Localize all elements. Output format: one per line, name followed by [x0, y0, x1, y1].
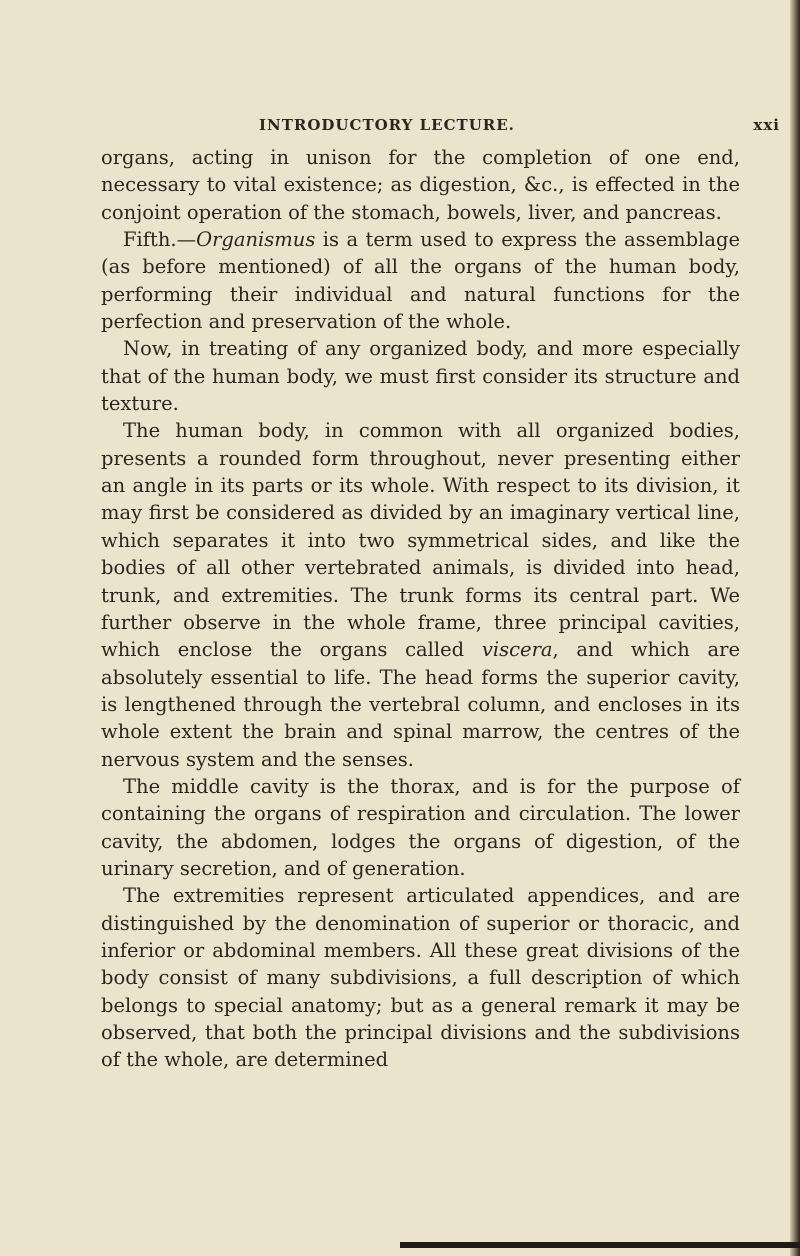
- page-body: [101, 144, 740, 1074]
- paragraph-fifth: [101, 226, 740, 335]
- paragraph-text: The human body, in common with all organized bodies, presents a rounded form throughout, never presenting either an angle in its parts or its whole. With respect to its division, it may first be considered as divided by an imaginary vertical line, which separates it into two symmetrical sides, and like the bodies of all other vertebrated animals, is divided into head, trunk, and extremities. The trunk forms its central part. We further observe in the whole frame, three principal cavities, which enclose the organs called: [101, 419, 740, 662]
- paragraph-text: The middle cavity is the thorax, and is for the purpose of containing the organs of respiration and circulation. The lower cavity, the abdomen, lodges the organs of digestion, of the urinary secretion, and of generation.: [101, 774, 740, 880]
- paragraph-text: The extremities represent articulated appendices, and are distinguished by the denomination of superior or thoracic, and inferior or abdominal members. All these great divisions of the body consist of many subdivisions, a full description of which belongs to special anatomy; but as a general remark it may be observed, that both the principal divisions and the subdivisions of the whole, are determined: [101, 884, 740, 1072]
- paragraph-text: organs, acting in unison for the completion of one end, necessary to vital existence; as digestion, &c., is effected in the conjoint operation of the stomach, bowels, liver, and pancreas.: [101, 146, 740, 224]
- page-number: xxi: [753, 116, 780, 134]
- bottom-edge-bar: [400, 1242, 800, 1248]
- paragraph-lead: Fifth.—: [123, 228, 197, 252]
- paragraph-now: [101, 335, 740, 417]
- emphasis-organismus: Organismus: [196, 228, 316, 252]
- paragraph-extremities: [101, 882, 740, 1073]
- paragraph-text: , and which are absolutely essential to life. The head forms the superior cavity, is lengthened through the vertebral column, and encloses in its whole extent the brain and spinal marrow, the centres of the nervous system and the senses.: [101, 638, 741, 771]
- paragraph-middle-cavity: [101, 773, 740, 882]
- page-edge-shadow: [790, 0, 800, 1256]
- paragraph-text: Now, in treating of any organized body, and more especially that of the human body, we must first consider its structure and texture.: [101, 337, 740, 416]
- paragraph-human-body: [101, 417, 740, 772]
- paragraph-organs: [101, 144, 740, 226]
- running-head: INTRODUCTORY LECTURE.: [259, 116, 515, 134]
- page-header: [100, 116, 780, 140]
- emphasis-viscera: viscera: [481, 638, 553, 662]
- paragraph-text: is a term used to express the assemblage (as before mentioned) of all the organs of the human body, performing their individual and natural functions for the perfection and preservation of the whole.: [101, 228, 740, 334]
